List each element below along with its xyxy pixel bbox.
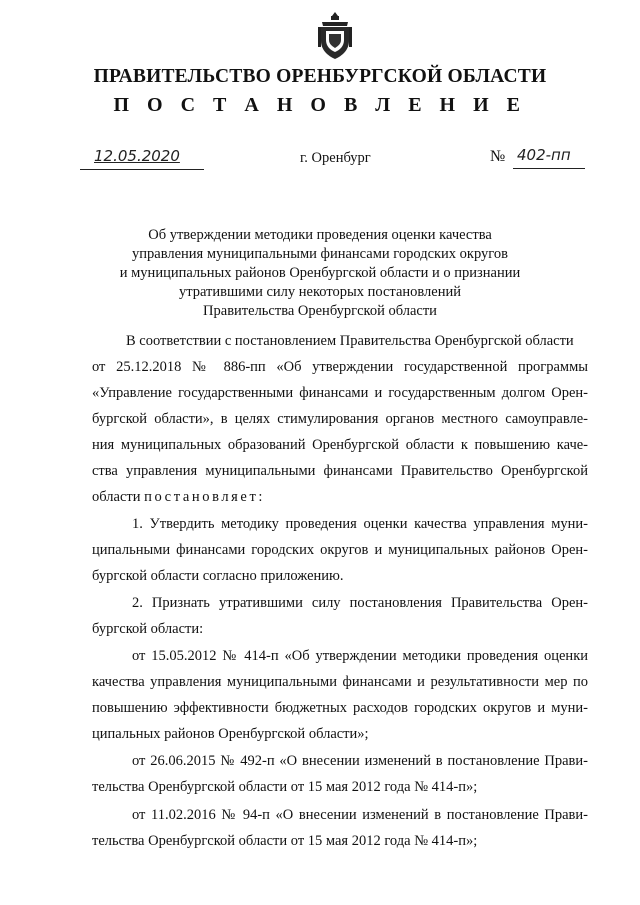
document-date-field bbox=[80, 149, 204, 170]
repealed-act-line: тельства Оренбургской области от 15 мая 2012 года № 414-п»; bbox=[92, 833, 478, 849]
document-number-label: № bbox=[490, 148, 506, 165]
document-date: 12.05.2020 bbox=[94, 147, 180, 165]
paragraph-line: от 25.12.2018 № 886-пп «Об утверждении государственной программы bbox=[92, 359, 588, 375]
resolution-verb: постановляет: bbox=[144, 489, 266, 505]
repealed-act-line: качества управления муниципальными финансами и результативности мер по bbox=[92, 674, 588, 690]
subject-line: утратившими силу некоторых постановлений bbox=[178, 284, 461, 300]
subject-line: и муниципальных районов Оренбургской области и о признании bbox=[119, 265, 521, 281]
item-1-line: бургской области согласно приложению. bbox=[92, 568, 344, 584]
resolution-prefix: области bbox=[92, 489, 145, 505]
item-1-line: ципальными финансами городских округов и муниципальных районов Орен- bbox=[92, 542, 588, 558]
document-type-heading: П О С Т А Н О В Л Е Н И Е bbox=[113, 94, 527, 116]
paragraph-line: ния муниципальных образований Оренбургской области к повышению каче- bbox=[92, 437, 588, 453]
repealed-act-line: от 11.02.2016 № 94-п «О внесении изменений в постановление Прави- bbox=[132, 807, 588, 823]
paragraph-line: ства управления муниципальными финансами Правительство Оренбургской bbox=[92, 463, 588, 479]
subject-line: управления муниципальными финансами городских округов bbox=[132, 246, 508, 262]
document-number: 402-пп bbox=[517, 146, 571, 164]
coat-of-arms-emblem bbox=[314, 10, 356, 62]
subject-line: Об утверждении методики проведения оценки качества bbox=[148, 227, 492, 243]
paragraph-line bbox=[92, 488, 588, 506]
paragraph-line: «Управление государственными финансами и государственным долгом Орен- bbox=[92, 385, 588, 401]
item-2-line: 2. Признать утратившими силу постановления Правительства Орен- bbox=[132, 595, 588, 611]
repealed-act-line: повышению эффективности бюджетных расходов городских округов и муни- bbox=[92, 700, 588, 716]
repealed-act-line: тельства Оренбургской области от 15 мая 2012 года № 414-п»; bbox=[92, 779, 478, 795]
subject-line: Правительства Оренбургской области bbox=[203, 303, 437, 319]
item-1-line: 1. Утвердить методику проведения оценки качества управления муни- bbox=[132, 516, 588, 532]
repealed-act-line: от 15.05.2012 № 414-п «Об утверждении методики проведения оценки bbox=[132, 648, 588, 664]
repealed-act-line: ципальных районов Оренбургской области»; bbox=[92, 726, 369, 742]
paragraph-line: В соответствии с постановлением Правительства Оренбургской области bbox=[126, 333, 574, 349]
document-subject bbox=[100, 226, 540, 321]
repealed-act-line: от 26.06.2015 № 492-п «О внесении изменений в постановление Прави- bbox=[132, 753, 588, 769]
document-number-field bbox=[513, 148, 585, 169]
document-city: г. Оренбург bbox=[300, 150, 371, 166]
government-title: ПРАВИТЕЛЬСТВО ОРЕНБУРГСКОЙ ОБЛАСТИ bbox=[93, 66, 547, 87]
item-2-line: бургской области: bbox=[92, 621, 204, 637]
paragraph-line: бургской области», в целях стимулирования органов местного самоуправле- bbox=[92, 411, 588, 427]
